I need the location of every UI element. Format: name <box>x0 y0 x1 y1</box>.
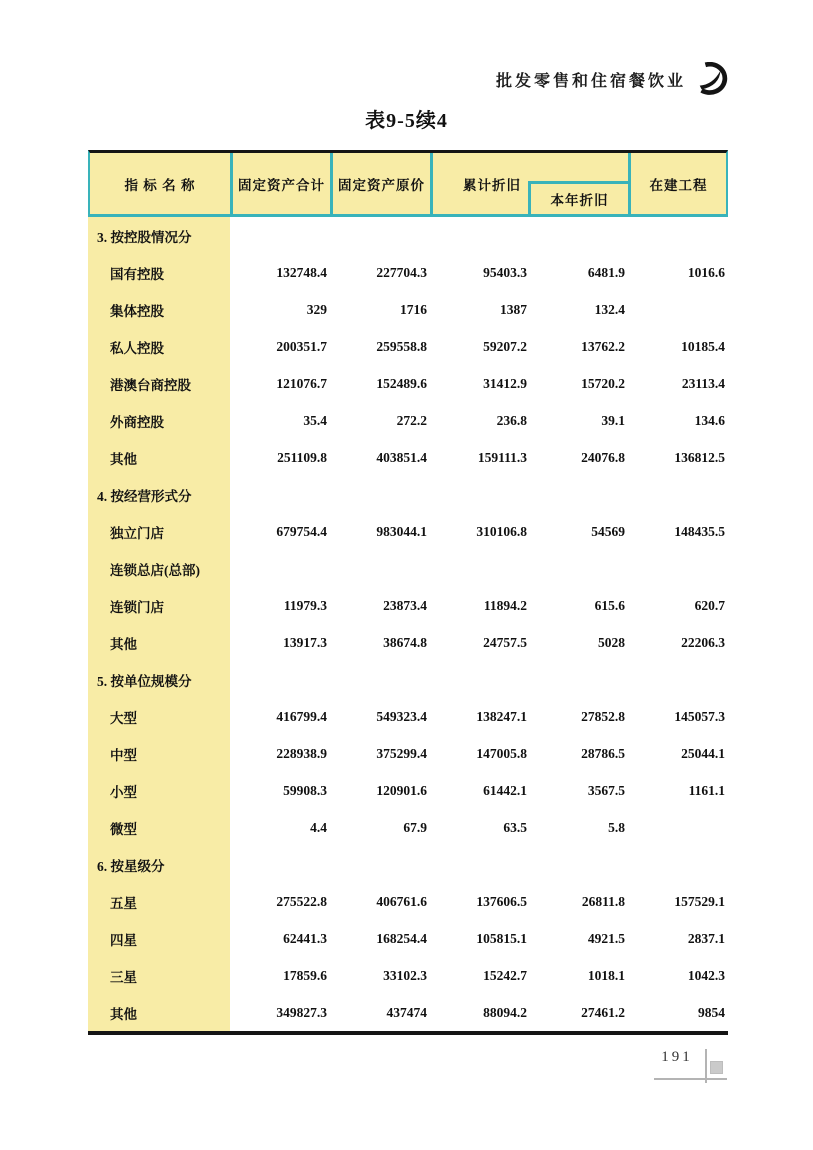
row-label: 微型 <box>88 809 230 846</box>
cell-accumulated-depreciation: 137606.5 <box>476 893 527 909</box>
cell-current-year-depreciation: 3567.5 <box>587 782 625 798</box>
footer-horizontal-rule <box>654 1078 727 1080</box>
cell-fixed-assets-total: 349827.3 <box>276 1004 327 1020</box>
table-row <box>88 365 728 402</box>
header-accumulated-depreciation: 累计折旧 <box>463 177 521 193</box>
header-current-year-depreciation: 本年折旧 <box>528 181 628 214</box>
cell-accumulated-depreciation: 236.8 <box>496 412 527 428</box>
cell-fixed-assets-original: 168254.4 <box>376 930 427 946</box>
row-label: 其他 <box>88 624 230 661</box>
cell-fixed-assets-total <box>230 217 330 254</box>
cell-fixed-assets-total <box>230 476 330 513</box>
cell-fixed-assets-total: 121076.7 <box>276 375 327 391</box>
cell-construction-in-progress: 22206.3 <box>681 634 725 650</box>
cell-fixed-assets-original: 38674.8 <box>383 634 427 650</box>
cell-construction-in-progress: 9854 <box>698 1004 725 1020</box>
cell-fixed-assets-total: 13917.3 <box>283 634 327 650</box>
table-row <box>88 624 728 661</box>
cell-construction-in-progress: 620.7 <box>694 597 725 613</box>
row-label: 集体控股 <box>88 291 230 328</box>
cell-construction-in-progress: 157529.1 <box>674 893 725 909</box>
cell-construction-in-progress <box>628 846 728 883</box>
table-row <box>88 698 728 735</box>
table-row <box>88 328 728 365</box>
table-row <box>88 439 728 476</box>
cell-accumulated-depreciation: 31412.9 <box>483 375 527 391</box>
table-row <box>88 661 728 698</box>
cell-construction-in-progress: 136812.5 <box>674 449 725 465</box>
page-header <box>496 62 731 96</box>
cell-current-year-depreciation: 54569 <box>591 523 625 539</box>
cell-construction-in-progress: 23113.4 <box>681 375 725 391</box>
cell-fixed-assets-total: 59908.3 <box>283 782 327 798</box>
table-row <box>88 587 728 624</box>
cell-fixed-assets-original: 406761.6 <box>376 893 427 909</box>
row-label: 连锁总店(总部) <box>88 550 230 587</box>
cell-construction-in-progress: 2837.1 <box>687 930 725 946</box>
cell-construction-in-progress <box>628 809 728 846</box>
row-label: 港澳台商控股 <box>88 365 230 402</box>
cell-accumulated-depreciation: 61442.1 <box>483 782 527 798</box>
row-label: 外商控股 <box>88 402 230 439</box>
cell-accumulated-depreciation <box>430 550 530 587</box>
cell-accumulated-depreciation <box>430 661 530 698</box>
cell-current-year-depreciation: 1018.1 <box>587 967 625 983</box>
cell-current-year-depreciation: 15720.2 <box>581 375 625 391</box>
cell-construction-in-progress: 1016.6 <box>687 264 725 280</box>
cell-current-year-depreciation <box>530 550 628 587</box>
cell-fixed-assets-total: 251109.8 <box>277 449 327 465</box>
cell-current-year-depreciation <box>530 217 628 254</box>
cell-current-year-depreciation: 5028 <box>598 634 625 650</box>
cell-fixed-assets-original <box>330 661 430 698</box>
cell-current-year-depreciation: 615.6 <box>594 597 625 613</box>
page-number: 191 <box>661 1049 693 1065</box>
row-label: 四星 <box>88 920 230 957</box>
header-accumulated-depreciation-group <box>430 153 628 214</box>
table-row <box>88 920 728 957</box>
row-label: 国有控股 <box>88 254 230 291</box>
cell-accumulated-depreciation: 138247.1 <box>476 708 527 724</box>
cell-accumulated-depreciation <box>430 846 530 883</box>
cell-construction-in-progress <box>628 550 728 587</box>
cell-current-year-depreciation <box>530 846 628 883</box>
cell-fixed-assets-original: 403851.4 <box>376 449 427 465</box>
cell-construction-in-progress: 148435.5 <box>674 523 725 539</box>
cell-fixed-assets-total: 329 <box>306 301 327 317</box>
table-row <box>88 883 728 920</box>
cell-fixed-assets-original <box>330 550 430 587</box>
cell-fixed-assets-total: 228938.9 <box>276 745 327 761</box>
cell-current-year-depreciation: 27461.2 <box>581 1004 625 1020</box>
cell-construction-in-progress: 1042.3 <box>687 967 725 983</box>
cell-construction-in-progress: 145057.3 <box>674 708 725 724</box>
row-label: 3. 按控股情况分 <box>88 217 230 254</box>
cell-current-year-depreciation: 39.1 <box>601 412 625 428</box>
table-row <box>88 735 728 772</box>
table-body <box>88 217 728 1035</box>
cell-fixed-assets-original: 549323.4 <box>376 708 427 724</box>
cell-fixed-assets-original <box>330 476 430 513</box>
cell-current-year-depreciation: 4921.5 <box>587 930 625 946</box>
cell-construction-in-progress: 1161.1 <box>688 782 725 798</box>
cell-fixed-assets-total: 679754.4 <box>276 523 327 539</box>
cell-construction-in-progress: 134.6 <box>694 412 725 428</box>
cell-fixed-assets-total: 275522.8 <box>276 893 327 909</box>
table-row <box>88 994 728 1031</box>
cell-construction-in-progress: 10185.4 <box>681 338 725 354</box>
cell-fixed-assets-original: 272.2 <box>396 412 427 428</box>
row-label: 私人控股 <box>88 328 230 365</box>
row-label: 小型 <box>88 772 230 809</box>
table-row <box>88 254 728 291</box>
row-label: 4. 按经营形式分 <box>88 476 230 513</box>
cell-accumulated-depreciation <box>430 476 530 513</box>
cell-construction-in-progress <box>628 476 728 513</box>
cell-current-year-depreciation: 27852.8 <box>581 708 625 724</box>
cell-fixed-assets-total: 11979.3 <box>283 597 327 613</box>
table-header-row <box>88 150 728 217</box>
table-row <box>88 957 728 994</box>
cell-fixed-assets-total: 200351.7 <box>276 338 327 354</box>
table-row <box>88 217 728 254</box>
cell-fixed-assets-total: 17859.6 <box>283 967 327 983</box>
table-title: 表9-5续4 <box>365 110 448 132</box>
cell-fixed-assets-original: 227704.3 <box>376 264 427 280</box>
table-row <box>88 809 728 846</box>
cell-fixed-assets-total: 62441.3 <box>283 930 327 946</box>
row-label: 独立门店 <box>88 513 230 550</box>
row-label: 连锁门店 <box>88 587 230 624</box>
cell-current-year-depreciation: 24076.8 <box>581 449 625 465</box>
cell-current-year-depreciation <box>530 661 628 698</box>
cell-current-year-depreciation: 28786.5 <box>581 745 625 761</box>
footer-square-ornament <box>710 1061 723 1074</box>
cell-accumulated-depreciation: 310106.8 <box>476 523 527 539</box>
cell-current-year-depreciation: 5.8 <box>608 819 625 835</box>
row-label: 三星 <box>88 957 230 994</box>
row-label: 中型 <box>88 735 230 772</box>
cell-fixed-assets-total: 4.4 <box>310 819 327 835</box>
cell-accumulated-depreciation: 1387 <box>500 301 527 317</box>
row-label: 其他 <box>88 994 230 1031</box>
cell-accumulated-depreciation: 15242.7 <box>483 967 527 983</box>
cell-fixed-assets-original <box>330 846 430 883</box>
cell-fixed-assets-total: 416799.4 <box>276 708 327 724</box>
chapter-title: 批发零售和住宿餐饮业 <box>495 72 686 90</box>
cell-fixed-assets-original: 33102.3 <box>383 967 427 983</box>
cell-fixed-assets-total <box>230 550 330 587</box>
cell-current-year-depreciation <box>530 476 628 513</box>
row-label: 五星 <box>88 883 230 920</box>
header-fixed-assets-total: 固定资产合计 <box>230 153 330 214</box>
cell-accumulated-depreciation: 63.5 <box>503 819 527 835</box>
cell-accumulated-depreciation: 88094.2 <box>483 1004 527 1020</box>
cell-construction-in-progress <box>628 661 728 698</box>
cell-fixed-assets-total <box>230 846 330 883</box>
cell-accumulated-depreciation: 24757.5 <box>483 634 527 650</box>
cell-construction-in-progress: 25044.1 <box>681 745 725 761</box>
cell-fixed-assets-original: 23873.4 <box>383 597 427 613</box>
cell-fixed-assets-original: 152489.6 <box>376 375 427 391</box>
table-row <box>88 402 728 439</box>
cell-fixed-assets-total: 132748.4 <box>276 264 327 280</box>
table-row <box>88 772 728 809</box>
cell-fixed-assets-total <box>230 661 330 698</box>
table-row <box>88 291 728 328</box>
row-label: 5. 按单位规模分 <box>88 661 230 698</box>
publisher-logo-icon <box>693 62 731 96</box>
cell-construction-in-progress <box>628 291 728 328</box>
cell-fixed-assets-total: 35.4 <box>303 412 327 428</box>
statistics-table <box>88 150 728 1035</box>
header-construction-in-progress: 在建工程 <box>628 153 726 214</box>
cell-current-year-depreciation: 132.4 <box>594 301 625 317</box>
cell-current-year-depreciation: 26811.8 <box>581 893 625 909</box>
cell-fixed-assets-original: 259558.8 <box>376 338 427 354</box>
cell-fixed-assets-original: 437474 <box>386 1004 427 1020</box>
table-row <box>88 846 728 883</box>
cell-fixed-assets-original: 983044.1 <box>376 523 427 539</box>
cell-fixed-assets-original: 1716 <box>400 301 427 317</box>
header-indicator-name: 指 标 名 称 <box>90 153 230 214</box>
cell-accumulated-depreciation: 11894.2 <box>483 597 527 613</box>
cell-construction-in-progress <box>628 217 728 254</box>
cell-current-year-depreciation: 13762.2 <box>581 338 625 354</box>
cell-accumulated-depreciation: 95403.3 <box>483 264 527 280</box>
cell-fixed-assets-original: 120901.6 <box>376 782 427 798</box>
cell-accumulated-depreciation <box>430 217 530 254</box>
row-label: 6. 按星级分 <box>88 846 230 883</box>
cell-fixed-assets-original: 67.9 <box>403 819 427 835</box>
cell-accumulated-depreciation: 59207.2 <box>483 338 527 354</box>
cell-fixed-assets-original: 375299.4 <box>376 745 427 761</box>
table-row <box>88 513 728 550</box>
cell-current-year-depreciation: 6481.9 <box>587 264 625 280</box>
table-row <box>88 550 728 587</box>
header-fixed-assets-original: 固定资产原价 <box>330 153 430 214</box>
row-label: 其他 <box>88 439 230 476</box>
cell-accumulated-depreciation: 105815.1 <box>476 930 527 946</box>
cell-accumulated-depreciation: 159111.3 <box>477 449 527 465</box>
table-row <box>88 476 728 513</box>
cell-accumulated-depreciation: 147005.8 <box>476 745 527 761</box>
cell-fixed-assets-original <box>330 217 430 254</box>
row-label: 大型 <box>88 698 230 735</box>
